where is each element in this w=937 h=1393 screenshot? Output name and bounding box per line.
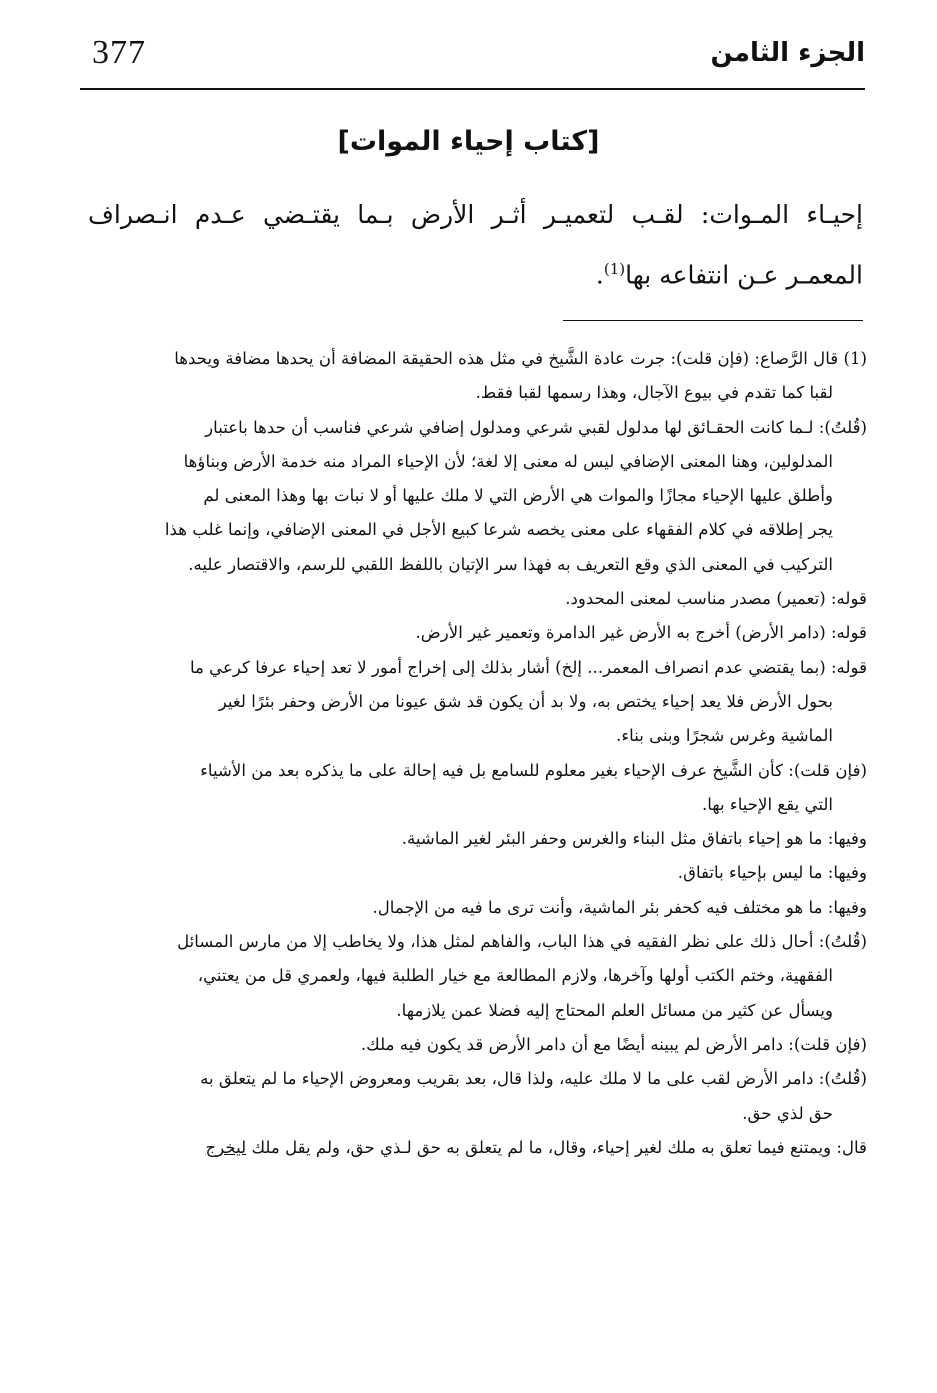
footnote-line: يجر إطلاقه في كلام الفقهاء على معنى يخصه شرعا كبيع الأجل في المعنى الإضافي، وإنما غلب هذا <box>164 520 833 540</box>
footnote-divider <box>563 320 863 321</box>
header-divider <box>80 88 865 90</box>
definition-text: إحيـاء المـوات: لقـب لتعميـر أثـر الأرض بـما يقتـضي عـدم انـصراف المعمـر عـن انتفاعه بها <box>88 200 863 290</box>
catchword: ليخرج <box>205 1137 247 1157</box>
footnote-line: (1) قال الرَّصاع: (فإن قلت): جرت عادة الشَّيخ في مثل هذه الحقيقة المضافة أن يحدها مضافة ويحدها <box>174 349 867 368</box>
footnote-line: لقبا كما تقدم في بيوع الآجال، وهذا رسمها لقبا فقط. <box>475 383 833 403</box>
footnote-line: (قُلتُ): أحال ذلك على نظر الفقيه في هذا الباب، والفاهم لمثل هذا، ولا يخاطب إلا من مارس المسائل <box>177 932 867 952</box>
footnote-line: قوله: (دامر الأرض) أخرج به الأرض غير الدامرة وتعمير غير الأرض. <box>415 623 867 643</box>
footnote-reference: (1) <box>603 260 626 278</box>
footnote-line: بحول الأرض فلا يعد إحياء يختص به، ولا بد أن يكون قد شق عيونا من الأرض وحفر بئرًا لغير <box>218 691 833 711</box>
footnote-line: وفيها: ما ليس بإحياء باتفاق. <box>677 863 867 883</box>
footnote-line-text: قال: ويمتنع فيما تعلق به ملك لغير إحياء، وقال، ما لم يتعلق به حق لـذي حق، ولم يقل ملك <box>251 1137 867 1157</box>
footnote-line: المدلولين، وهنا المعنى الإضافي ليس له معنى إلا لغة؛ لأن الإحياء المراد منه خدمة الأرض وبناؤها <box>183 451 833 471</box>
running-title: الجزء الثامن <box>710 38 865 68</box>
footnote-line: وأطلق عليها الإحياء مجازًا والموات هي الأرض التي لا ملك عليها أو لا نبات بها وهذا المعنى لم <box>203 486 833 506</box>
footnote-line: وفيها: ما هو مختلف فيه كحفر بئر الماشية، وأنت ترى ما فيه من الإجمال. <box>372 897 867 917</box>
definition-period: . <box>595 260 604 290</box>
footnotes-section <box>80 342 867 1165</box>
footnote-line: التي يقع الإحياء بها. <box>702 794 833 814</box>
footnote-line: قوله: (تعمير) مصدر مناسب لمعنى المحدود. <box>565 589 867 609</box>
footnote-line: (قُلتُ): لـما كانت الحقـائق لها مدلول لقبي شرعي ومدلول إضافي شرعي فناسب أن حدها باعتبار <box>205 417 867 437</box>
footnote-line: التركيب في المعنى الذي وقع التعريف به فهذا سر الإتيان باللفظ اللقبي للرسم، والاقتصار عليه. <box>188 554 833 574</box>
footnote-line: ويسأل عن كثير من مسائل العلم المحتاج إليه فضلا عمن يلازمها. <box>396 1000 833 1020</box>
definition-paragraph <box>88 188 863 302</box>
footnote-line: الفقهية، وختم الكتب أولها وآخرها، ولازم المطالعة مع خيار الطلبة فيها، ولعمري قل من يعتني، <box>197 966 833 986</box>
footnote-line: قوله: (بما يقتضي عدم انصراف المعمر... إلخ) أشار بذلك إلى إخراج أمور لا تعد إحياء عرفا كرعي ما <box>189 657 867 677</box>
chapter-title: [كتاب إحياء الموات] <box>337 126 600 157</box>
footnote-line: (قُلتُ): دامر الأرض لقب على ما لا ملك عليه، ولذا قال، بعد بقريب ومعروض الإحياء ما لم يتعلق به <box>200 1069 867 1089</box>
page-number: 377 <box>92 34 146 71</box>
page-header <box>80 28 865 84</box>
footnote-line-last <box>80 1131 867 1165</box>
footnote-line: (فإن قلت): دامر الأرض لم يبينه أيضًا مع أن دامر الأرض قد يكون فيه ملك. <box>360 1034 867 1054</box>
footnote-line: حق لذي حق. <box>742 1103 833 1123</box>
footnote-line: وفيها: ما هو إحياء باتفاق مثل البناء والغرس وحفر البئر لغير الماشية. <box>401 829 867 849</box>
footnote-line: الماشية وغرس شجرًا وبنى بناء. <box>616 726 833 746</box>
footnote-line: (فإن قلت): كأن الشَّيخ عرف الإحياء بغير معلوم للسامع بل فيه إحالة على ما يذكره بعد من الأشياء <box>200 760 867 780</box>
